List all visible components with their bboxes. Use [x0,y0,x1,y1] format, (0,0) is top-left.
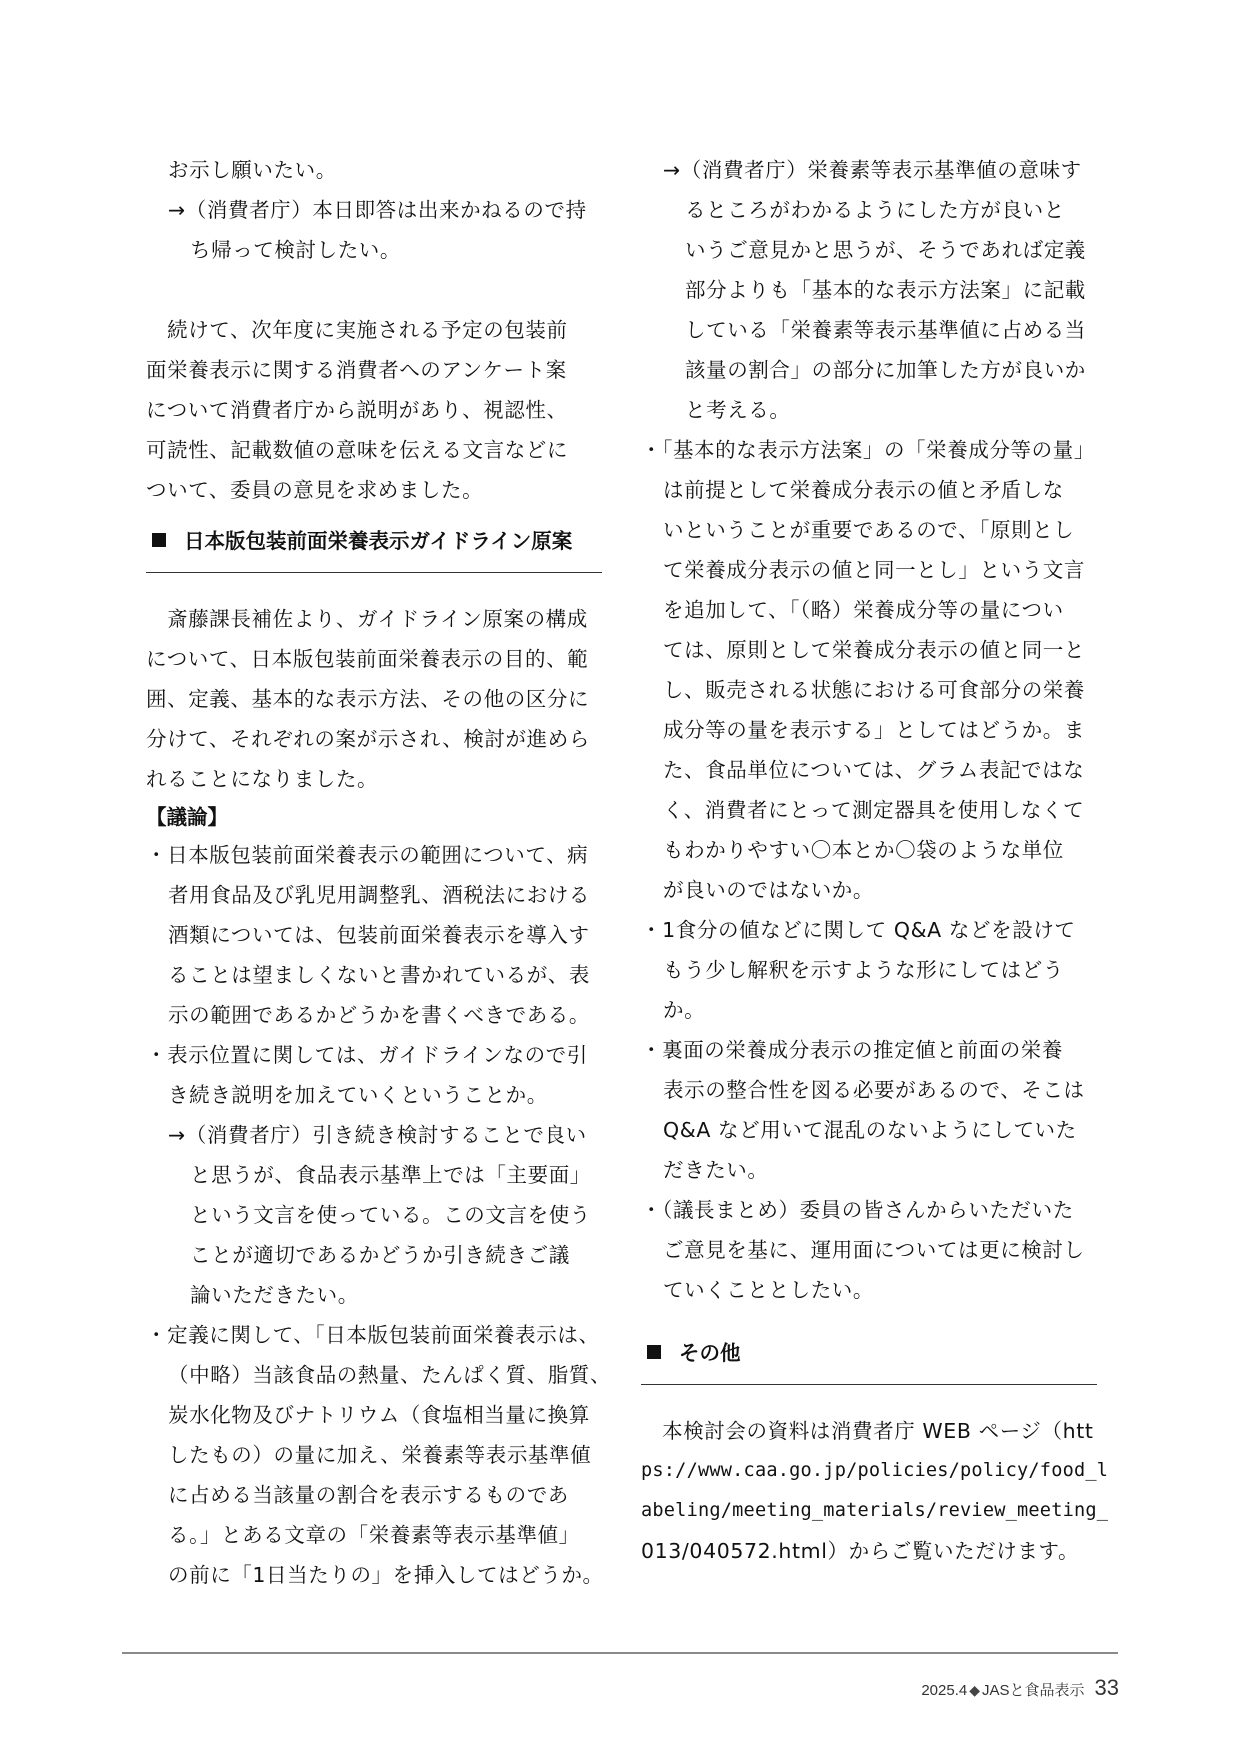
text-line: と思うが、食品表示基準上では「主要面」 [190,1163,591,1187]
bullet-line: ・裏面の栄養成分表示の推定値と前面の栄養 [641,1038,1063,1062]
bullet-line: ・1食分の値などに関して Q&A などを設けて [641,918,1076,942]
text-line: 炭水化物及びナトリウム（食塩相当量に換算 [168,1403,590,1427]
text-line: が良いのではないか。 [663,878,874,902]
text-line: 者用食品及び乳児用調整乳、酒税法における [168,883,590,907]
paragraph-materials [641,1411,1109,1571]
text-line: だきたい。 [663,1158,769,1182]
square-bullet-icon [152,533,166,547]
text-line: ては、原則として栄養成分表示の値と同一と [663,638,1085,662]
square-bullet-icon [647,1345,661,1359]
text-line: 013/040572.html）からご覧いただけます。 [641,1539,1080,1563]
magazine-title: JASと食品表示 [982,1682,1085,1699]
text-line: か。 [663,998,706,1022]
text-line: れることになりました。 [146,767,379,791]
text-line: 該量の割合」の部分に加筆した方が良いか [685,358,1086,382]
bullet-line: ・「基本的な表示方法案」の「栄養成分等の量」 [641,438,1095,462]
text-line: 酒類については、包装前面栄養表示を導入す [168,923,590,947]
text-line: は前提として栄養成分表示の値と矛盾しな [663,478,1064,502]
url-line[interactable]: abeling/meeting_materials/review_meeting_ [641,1500,1109,1521]
text-line: き続き説明を加えていくということか。 [168,1083,548,1107]
text-line: ることは望ましくないと書かれているが、表 [168,963,590,987]
text-line: について、日本版包装前面栄養表示の目的、範 [146,647,589,671]
text-line: Q&A など用いて混乱のないようにしていた [663,1118,1077,1142]
right-column [641,150,1109,1571]
text-line: 成分等の量を表示する」としてはどうか。ま [663,718,1085,742]
text-line: 本検討会の資料は消費者庁 WEB ページ（htt [641,1419,1094,1443]
section-heading-text: 日本版包装前面栄養表示ガイドライン原案 [184,530,573,553]
section-heading-guideline [146,522,602,573]
text-line: 論いただきたい。 [190,1283,359,1307]
text-line: 可読性、記載数値の意味を伝える文言などに [146,438,568,462]
text-line: る。」とある文章の「栄養素等表示基準値」 [168,1523,580,1547]
bullet-line: ・（議長まとめ）委員の皆さんからいただいた [641,1198,1074,1222]
page-footer [921,1675,1119,1701]
discussion-list-right [641,150,1097,1310]
text-line: と考える。 [685,398,791,422]
section-heading-text: その他 [679,1342,741,1365]
text-line: いということが重要であるので、「原則とし [663,518,1075,542]
text-line: に占める当該量の割合を表示するものであ [168,1483,569,1507]
text-line: 分けて、それぞれの案が示され、検討が進めら [146,727,590,751]
text-line: 斎藤課長補佐より、ガイドライン原案の構成 [146,607,588,631]
discussion-label: 【議論】 [146,805,228,829]
text-line: ていくこととしたい。 [663,1278,874,1302]
text-line: 表示の整合性を図る必要があるので、そこは [663,1078,1085,1102]
text-line: く、消費者にとって測定器具を使用しなくて [663,798,1085,822]
spacer [146,270,602,310]
text-line: （中略）当該食品の熱量、たんぱく質、脂質、 [168,1363,612,1387]
footer-divider [122,1652,1118,1654]
discussion-list-left [146,835,612,1595]
section-heading-other [641,1334,1097,1385]
text-line: →（消費者庁）本日即答は出来かねるので持 [168,198,587,222]
text-line: るところがわかるようにした方が良いと [685,198,1065,222]
text-line: 続けて、次年度に実施される予定の包装前 [146,318,568,342]
text-line: という文言を使っている。この文言を使う [190,1203,591,1227]
diamond-icon: ◆ [969,1682,980,1698]
paragraph-survey [146,310,602,510]
text-line: て栄養成分表示の値と同一とし」という文言 [663,558,1085,582]
text-line: 面栄養表示に関する消費者へのアンケート案 [146,358,567,382]
text-line: た、食品単位については、グラム表記ではな [663,758,1085,782]
page-number: 33 [1094,1675,1119,1700]
intro-block [146,150,602,270]
text-line: お示し願いたい。 [168,158,337,182]
text-line: ご意見を基に、運用面については更に検討し [663,1238,1085,1262]
text-line: ことが適切であるかどうか引き続きご議 [190,1243,570,1267]
text-line: いうご意見かと思うが、そうであれば定義 [685,238,1086,262]
url-line[interactable]: ps://www.caa.go.jp/policies/policy/food_l [641,1460,1109,1481]
issue-date: 2025.4 [921,1682,968,1699]
text-line: 囲、定義、基本的な表示方法、その他の区分に [146,687,590,711]
bullet-line: ・定義に関して、「日本版包装前面栄養表示は、 [146,1323,600,1347]
text-line: 示の範囲であるかどうかを書くべきである。 [168,1003,590,1027]
text-line: ついて、委員の意見を求めました。 [146,478,484,502]
text-line: している「栄養素等表示基準値に占める当 [685,318,1086,342]
text-line: もう少し解釈を示すような形にしてはどう [663,958,1064,982]
response-line: →（消費者庁）栄養素等表示基準値の意味す [663,158,1082,182]
bullet-line: ・日本版包装前面栄養表示の範囲について、病 [146,843,589,867]
paragraph-guideline [146,599,602,799]
left-column [146,150,612,1595]
text-line: について消費者庁から説明があり、視認性、 [146,398,568,422]
bullet-line: ・表示位置に関しては、ガイドラインなので引 [146,1043,588,1067]
text-line: を追加して、「（略）栄養成分等の量につい [663,598,1064,622]
text-line: の前に「1日当たりの」を挿入してはどうか。 [168,1563,604,1587]
text-line: したもの）の量に加え、栄養素等表示基準値 [168,1443,592,1467]
text-line: もわかりやすい〇本とか〇袋のような単位 [663,838,1064,862]
text-line: し、販売される状態における可食部分の栄養 [663,678,1085,702]
text-line: ち帰って検討したい。 [190,238,401,262]
text-line: 部分よりも「基本的な表示方法案」に記載 [685,278,1086,302]
response-line: →（消費者庁）引き続き検討することで良い [168,1123,587,1147]
